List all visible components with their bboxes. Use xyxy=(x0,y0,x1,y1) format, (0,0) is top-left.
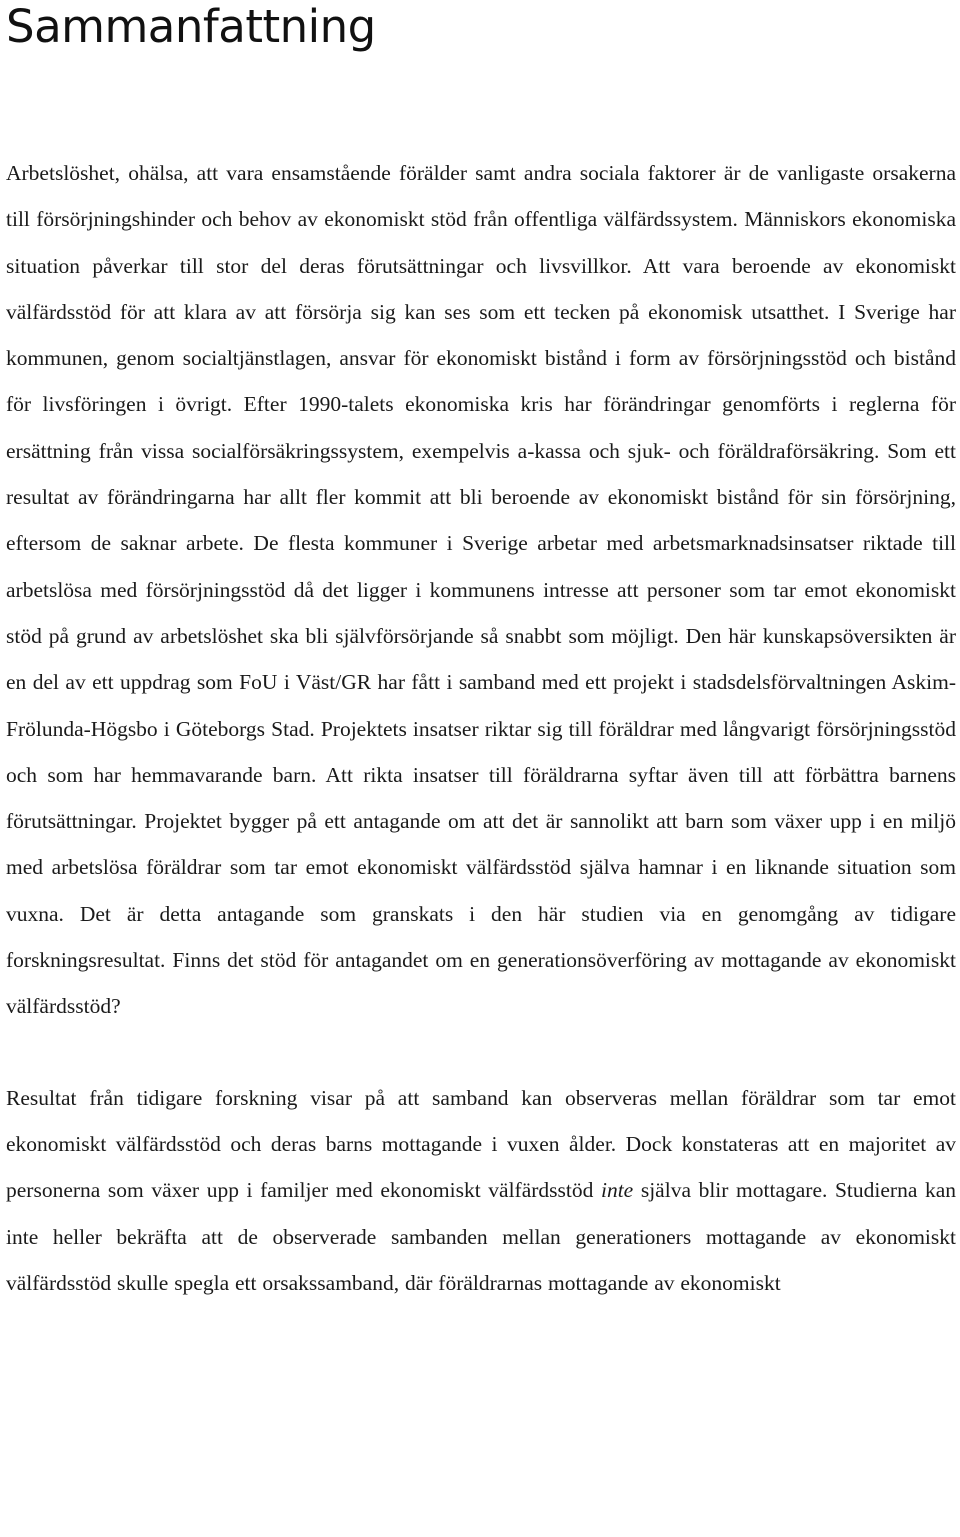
paragraph-2-emphasis: inte xyxy=(600,1178,634,1203)
paragraph-2-text-start: Resultat från tidigare forskning visar på att samband kan observeras mellan föräldrar som tar emot ekonomiskt välfärdsstöd och deras barns mottagande i vuxen ålder. Dock konstateras att en majoritet av personerna som växer upp i familjer med ekonomiskt välfärdsstöd xyxy=(6,1085,956,1203)
page-title: Sammanfattning xyxy=(6,0,376,53)
summary-paragraph-1: Arbetslöshet, ohälsa, att vara ensamstående förälder samt andra sociala faktorer är de vanligaste orsakerna till försörjningshinder och behov av ekonomiskt stöd från offentliga välfärdssystem. Människors ekonomiska situation påverkar till stor del deras förutsättningar och livsvillkor. Att vara beroende av ekonomiskt välfärdsstöd för att klara av att försörja sig kan ses som ett tecken på ekonomisk utsatthet. I Sverige har kommunen, genom socialtjänstlagen, ansvar för ekonomiskt bistånd i form av försörjningsstöd och bistånd för livsföringen i övrigt. Efter 1990-talets ekonomiska kris har förändringar genomförts i reglerna för ersättning från vissa socialförsäkringssystem, exempelvis a-kassa och sjuk- och föräldraförsäkring. Som ett resultat av förändringarna har allt fler kommit att bli beroende av ekonomiskt bistånd för sin försörjning, eftersom de saknar arbete. De flesta kommuner i Sverige arbetar med arbetsmarknadsinsatser riktade till arbetslösa med försörjningsstöd då det ligger i kommunens intresse att personer som tar emot ekonomiskt stöd på grund av arbetslöshet ska bli självförsörjande så snabbt som möjligt. Den här kunskapsöversikten är en del av ett uppdrag som FoU i Väst/GR har fått i samband med ett projekt i stadsdelsförvaltningen Askim-Frölunda-Högsbo i Göteborgs Stad. Projektets insatser riktar sig till föräldrar med långvarigt försörjningsstöd och som har hemmavarande barn. Att rikta insatser till föräldrarna syftar även till att förbättra barnens förutsättningar. Projektet bygger på ett antagande om att det är sannolikt att barn som växer upp i en miljö med arbetslösa föräldrar som tar emot ekonomiskt välfärdsstöd själva hamnar i en liknande situation som vuxna. Det är detta antagande som granskats i den här studien via en genomgång av tidigare forskningsresultat. Finns det stöd för antagandet om en generationsöverföring av mottagande av ekonomiskt välfärdsstöd? xyxy=(6,161,956,1019)
summary-paragraph-2 xyxy=(6,1075,956,1306)
document-page xyxy=(6,0,956,1306)
paragraph-2-text-end: själva blir mottagare. Studierna kan inte heller bekräfta att de observerade sambanden mellan generationers mottagande av ekonomiskt välfärdsstöd skulle spegla ett orsakssamband, där föräldrarnas mottagande av ekonomiskt xyxy=(6,1178,957,1295)
